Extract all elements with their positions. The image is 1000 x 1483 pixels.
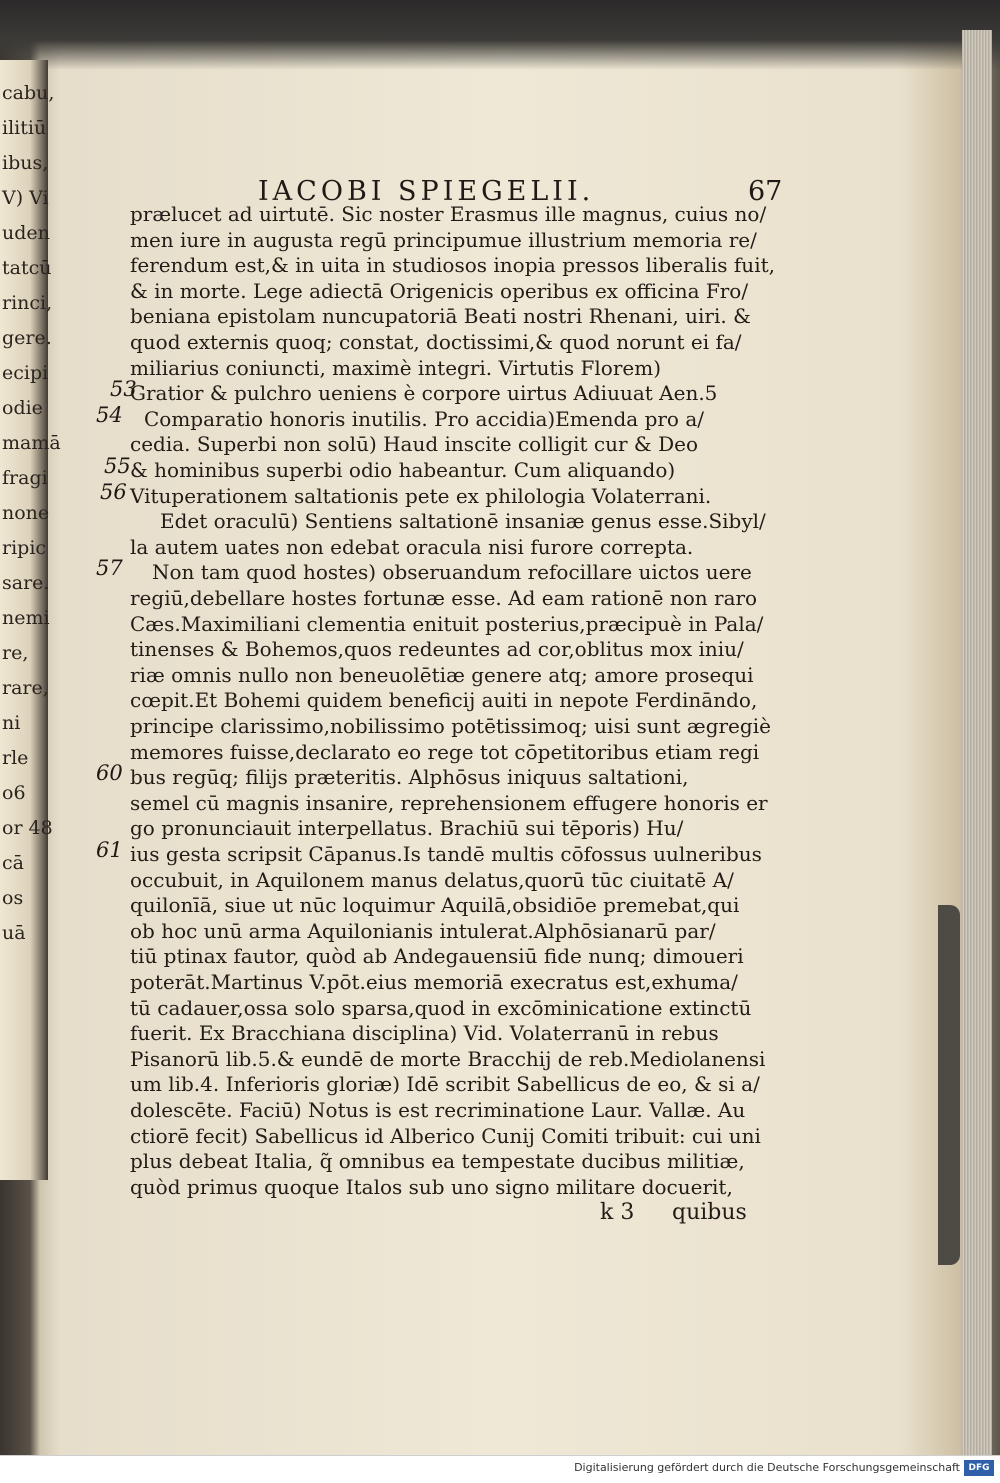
text-line: Cæs.Maximiliani clementia enituit posterius,præcipuè in Pala/ [130,611,764,636]
text-line: quod externis quoq; constat, doctissimi,& quod norunt ei fa/ [130,330,742,354]
left-page-fragment: o6 [2,782,26,804]
text-line: plus debeat Italia, q̃ omnibus ea tempestate ducibus militiæ, [130,1149,745,1174]
text-line: principe clarissimo,nobilissimo potētissimoq; uisi sunt ægregiè [130,714,771,738]
left-page-fragment: mamā [2,432,61,454]
left-page-fragment: cabu, [2,82,55,104]
text-line: dolescēte. Faciū) Notus is est recriminatione Laur. Vallæ. Au [130,1098,746,1122]
text-line: Edet oraculū) Sentiens saltationē insaniæ genus esse.Sibyl/ [160,509,766,534]
left-page-fragment: os [2,887,24,909]
text-line: semel cū magnis insanire, reprehensionem effugere honoris er [130,790,768,815]
text-line: la autem uates non edebat oracula nisi furore correpta. [130,534,694,559]
left-page-fragment: uā [2,922,26,944]
text-line: miliarius coniuncti, maximè integri. Virtutis Florem) [130,355,662,380]
text-line: men iure in augusta regū principumue illustrium memoria re/ [130,227,757,252]
text-line: poterāt.Martinus V.pōt.eius memoriā execratus est,exhuma/ [130,970,738,994]
left-page-fragment: tatcū [2,257,52,279]
left-page-fragment: ibus, [2,152,49,174]
text-line: bus regūq; filijs præteritis. Alphōsus iniquus saltationi, [130,765,689,790]
text-line: tinenses & Bohemos,quos redeuntes ad cor,oblitus mox iniu/ [130,637,744,662]
text-line: & hominibus superbi odio habeantur. Cum aliquando) [130,458,676,482]
signature-mark: k 3 [600,1200,635,1225]
catchword: quibus [672,1200,747,1225]
margin-number: 61 [96,838,123,862]
left-page-fragment: rare, [2,677,49,699]
running-head-title: IACOBI SPIEGELII. [258,176,595,207]
text-line: riæ omnis nullo non beneuolētiæ genere atq; amore prosequi [130,662,754,687]
page-stack-edge [962,30,992,1460]
funding-notice: Digitalisierung gefördert durch die Deutsche Forschungsgemeinschaft [574,1461,960,1474]
text-line: cœpit.Et Bohemi quidem beneficij auiti in nepote Ferdināndo, [130,688,758,713]
left-page-fragment: ecipi [2,362,49,384]
text-line: Gratior & pulchro ueniens è corpore uirtus Adiuuat Aen.5 [130,381,718,406]
book-clasp [938,905,960,1265]
margin-number: 55 [104,454,131,478]
text-line: ius gesta scripsit Cāpanus.Is tandē multis cōfossus uulneribus [130,842,762,866]
left-page-fragment: re, [2,642,29,664]
text-line: fuerit. Ex Bracchiana disciplina) Vid. Volaterranū in rebus [130,1021,719,1046]
margin-number: 57 [96,556,123,581]
book-top-shadow [0,0,1000,70]
text-line: & in morte. Lege adiectā Origenicis operibus ex officina Fro/ [130,278,749,303]
left-page-fragment: odie [2,397,43,419]
page-number: 67 [748,176,783,207]
left-page-fragment: uden [2,222,50,244]
text-line: cedia. Superbi non solū) Haud inscite colligit cur & Deo [130,432,698,457]
text-line: Vituperationem saltationis pete ex philologia Volaterrani. [130,483,712,508]
text-line: prælucet ad uirtutē. Sic noster Erasmus ille magnus, cuius no/ [130,202,767,226]
text-line: beniana epistolam nuncupatoriā Beati nostri Rhenani, uiri. & [130,304,751,329]
left-page-fragment: cā [2,852,24,874]
left-page-fragment: rle [2,747,29,769]
left-page-fragment: fragi [2,467,48,489]
margin-number: 56 [100,479,127,504]
left-page-fragment: gere. [2,327,52,349]
text-line: ob hoc unū arma Aquilonianis intulerat.Alphōsianarū par/ [130,918,716,943]
left-page-edge [0,60,61,1180]
left-page-fragment: rinci, [2,292,53,314]
text-line: quilonīā, siue ut nūc loquimur Aquilā,obsidiōe premebat,qui [130,893,740,918]
left-page-fragment: ni [2,712,21,734]
left-page-fragment: or 48 [2,817,53,839]
margin-number: 60 [96,761,123,786]
left-page-fragment: ripic [2,537,47,559]
margin-number: 54 [96,402,123,427]
left-page-fragment: ilitiū [2,117,47,139]
text-line: go pronunciauit interpellatus. Brachiū sui tēporis) Hu/ [130,816,684,841]
text-line: tū cadauer,ossa solo sparsa,quod in excōminicatione extinctū [130,995,752,1020]
footer-bar [0,1455,1000,1483]
text-line: um lib.4. Inferioris gloriæ) Idē scribit Sabellicus de eo, & si a/ [130,1072,760,1097]
left-page-fragment: sare. [2,572,50,594]
text-line: memores fuisse,declarato eo rege tot cōpetitoribus etiam regi [130,739,760,764]
text-line: regiū,debellare hostes fortunæ esse. Ad eam rationē non raro [130,586,758,610]
margin-number: 53 [110,377,137,402]
text-line: tiū ptinax fautor, quòd ab Andegauensiū fide nunq; dimoueri [130,944,744,969]
dfg-logo: DFG [964,1460,994,1476]
text-line: Pisanorū lib.5.& eundē de morte Bracchij de reb.Mediolanensi [130,1046,766,1071]
text-line: quòd primus quoque Italos sub uno signo militare docuerit, [130,1174,733,1199]
text-line: ctiorē fecit) Sabellicus id Alberico Cunij Comiti tribuit: cui uni [130,1123,761,1148]
text-line: occubuit, in Aquilonem manus delatus,quorū tūc ciuitatē A/ [130,867,734,892]
text-line: ferendum est,& in uita in studiosos inopia pressos liberalis fuit, [130,253,775,278]
text-line: Comparatio honoris inutilis. Pro accidia)Emenda pro a/ [144,406,704,431]
left-page-fragment: V) Vi [2,187,49,209]
left-page-fragment: none [2,502,50,524]
text-line: Non tam quod hostes) obseruandum refocillare uictos uere [152,560,752,585]
left-page-fragment: nemi [2,607,50,629]
